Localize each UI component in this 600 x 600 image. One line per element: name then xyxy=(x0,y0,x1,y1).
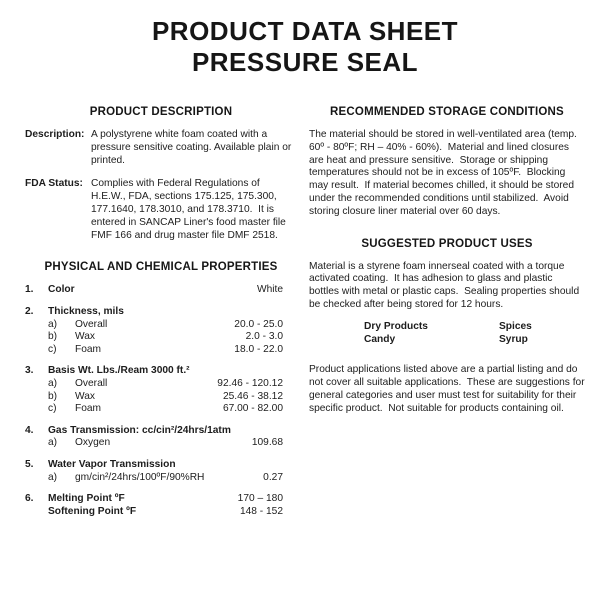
subitem-value: 18.0 - 22.0 xyxy=(234,343,283,355)
subitem-value: 2.0 - 3.0 xyxy=(245,331,283,343)
subitem-label: Foam xyxy=(75,343,102,355)
subitem-letter: b) xyxy=(48,390,58,402)
subitem-letter: b) xyxy=(48,331,58,343)
property-number: 6. xyxy=(25,493,34,505)
description-label: Description: xyxy=(25,129,85,140)
property-subrow xyxy=(25,472,283,485)
physical-chemical-properties-header: PHYSICAL AND CHEMICAL PROPERTIES xyxy=(44,261,278,274)
property-label: Melting Point ºF xyxy=(48,493,125,505)
subitem-label: gm/cin²/24hrs/100ºF/90%RH xyxy=(75,471,205,483)
property-row xyxy=(25,425,283,438)
property-group-color xyxy=(25,284,283,297)
product-uses-paragraph: Material is a styrene foam innerseal coated with a torque activated coating. It has adhesion to glass and plastic bottles with metal or plastic caps. Sealing properties should be checked after being stored for 12 hours. xyxy=(309,260,582,310)
subitem-label: Overall xyxy=(75,318,108,330)
subitem-value: 25.46 - 38.12 xyxy=(222,390,283,402)
property-row xyxy=(25,365,283,378)
property-subrow xyxy=(25,378,283,391)
property-group-gas-transmission xyxy=(25,425,283,450)
subitem-value: 92.46 - 120.12 xyxy=(217,377,283,389)
product-description-header: PRODUCT DESCRIPTION xyxy=(89,106,233,118)
two-column-layout xyxy=(25,106,588,527)
subitem-letter: c) xyxy=(48,343,57,355)
property-label: Gas Transmission: cc/cin²/24hrs/1atm xyxy=(48,424,231,436)
property-group-basis-weight xyxy=(25,365,283,415)
property-number: 3. xyxy=(25,365,34,377)
subitem-value: 20.0 - 25.0 xyxy=(234,318,283,330)
description-text: A polystyrene white foam coated with a pressure sensitive coating. Available plain or printed. xyxy=(91,129,295,166)
property-subrow xyxy=(25,331,283,344)
property-row-softening-point xyxy=(25,506,283,519)
use-item: Candy xyxy=(364,333,396,345)
property-value: 148 - 152 xyxy=(239,505,283,517)
subitem-value: 109.68 xyxy=(251,437,283,449)
subitem-letter: c) xyxy=(48,403,57,415)
subitem-label: Wax xyxy=(75,331,95,343)
fda-status-entry xyxy=(25,178,297,242)
property-label: Thickness, mils xyxy=(48,305,124,317)
fda-status-text: Complies with Federal Regulations of H.E.W., FDA, sections 175.125, 175.300, 177.1640, 178.3010, and 178.3710. It is entered in SANCAP Liner's food master file FMF 166 and drug master file DMF 2518. xyxy=(91,178,289,241)
page-title-line2: PRESSURE SEAL xyxy=(191,47,419,77)
property-row xyxy=(25,306,283,319)
subitem-value: 0.27 xyxy=(263,471,283,483)
properties-list xyxy=(25,284,297,518)
subitem-letter: a) xyxy=(48,471,58,483)
page-title-line1: PRODUCT DATA SHEET xyxy=(151,16,459,46)
applications-note-paragraph: Product applications listed above are a partial listing and do not cover all suitable applications. These are suggestions for general categories and user must test for suitability for their specific product. Not suitable for products containing oil. xyxy=(309,364,588,414)
property-row xyxy=(25,493,283,506)
property-row xyxy=(25,284,283,297)
property-number: 1. xyxy=(25,284,34,296)
property-subrow xyxy=(25,319,283,332)
subitem-label: Overall xyxy=(75,377,108,389)
storage-conditions-header: RECOMMENDED STORAGE CONDITIONS xyxy=(330,106,564,118)
use-item: Spices xyxy=(499,320,532,332)
fda-status-label: FDA Status: xyxy=(25,178,83,190)
use-item: Dry Products xyxy=(364,320,428,332)
property-subrow xyxy=(25,391,283,404)
property-label: Color xyxy=(48,284,75,296)
property-number: 4. xyxy=(25,424,34,436)
subitem-letter: a) xyxy=(48,318,58,330)
property-value: 170 – 180 xyxy=(237,493,283,505)
property-label: Softening Point ºF xyxy=(48,505,137,517)
property-label: Basis Wt. Lbs./Ream 3000 ft.² xyxy=(48,365,190,377)
subitem-letter: a) xyxy=(48,437,58,449)
property-group-thickness xyxy=(25,306,283,356)
subitem-label: Foam xyxy=(75,403,102,415)
storage-conditions-paragraph: The material should be stored in well-ventilated area (temp. 60º - 80ºF; RH – 40% - 60%). Material and lined closures are heat and pressure sensitive. Storage or shipping temperatures should not be in excess of 105ºF. Blocking may result. If material becomes chilled, it should be stored under the recommended conditions until stabilized. Avoid storing closure liner material over 60 days. xyxy=(309,129,580,217)
property-number: 5. xyxy=(25,458,34,470)
subitem-letter: a) xyxy=(48,377,58,389)
property-value: White xyxy=(256,284,283,296)
property-subrow xyxy=(25,437,283,450)
product-uses-list xyxy=(309,320,585,346)
property-number: 2. xyxy=(25,305,34,317)
property-subrow xyxy=(25,344,283,357)
property-group-melting-point xyxy=(25,493,283,518)
subitem-label: Wax xyxy=(75,390,95,402)
property-group-water-vapor xyxy=(25,459,283,484)
page-title xyxy=(25,16,585,78)
property-row xyxy=(25,459,283,472)
left-column xyxy=(25,106,297,527)
property-subrow xyxy=(25,403,283,416)
subitem-label: Oxygen xyxy=(75,437,111,449)
right-column xyxy=(309,106,588,527)
property-label: Water Vapor Transmission xyxy=(48,458,176,470)
description-entry xyxy=(25,129,297,167)
use-item: Syrup xyxy=(499,333,528,345)
subitem-value: 67.00 - 82.00 xyxy=(222,403,283,415)
suggested-product-uses-header: SUGGESTED PRODUCT USES xyxy=(361,237,533,250)
